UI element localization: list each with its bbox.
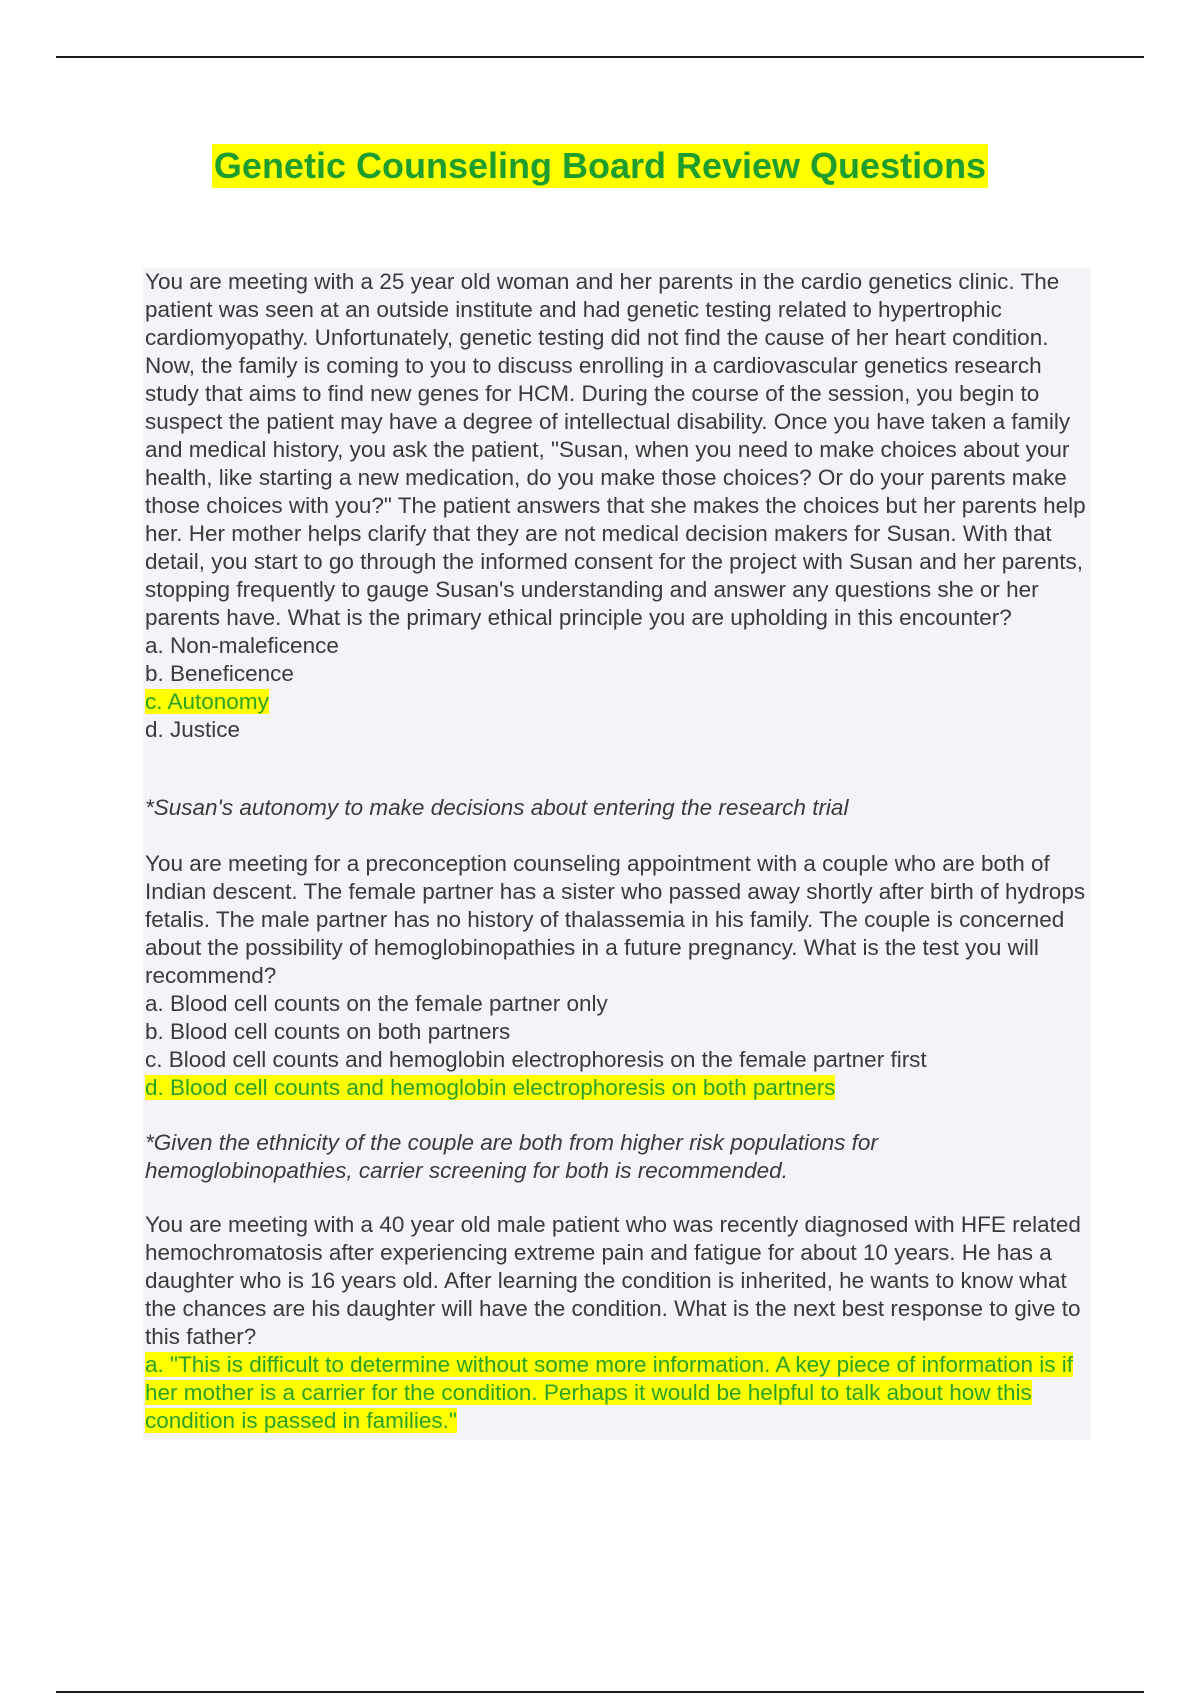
question-stem: You are meeting for a preconception counseling appointment with a couple who are both of Indian descent. The female partner has a sister who passed away shortly after birth of hydrops fetalis. The male partner has no history of thalassemia in his family. The couple is concerned about the possibility of hemoglobinopathies in a future pregnancy. What is the test you will recommend?: [145, 851, 1086, 988]
questions-area: [143, 268, 1091, 1440]
question-1-rationale: *Susan's autonomy to make decisions about entering the research trial: [145, 795, 849, 820]
title-wrap: [0, 144, 1200, 188]
correct-answer-option: a. "This is difficult to determine without some more information. A key piece of information is if her mother is a carrier for the condition. Perhaps it would be helpful to talk about how this condition is passed in families.": [145, 1352, 1073, 1433]
correct-answer-option: c. Autonomy: [145, 689, 269, 714]
top-rule: [56, 56, 1144, 58]
question-stem: You are meeting with a 25 year old woman and her parents in the cardio genetics clinic. The patient was seen at an outside institute and had genetic testing related to hypertrophic cardiomyopathy. Unfortunately, genetic testing did not find the cause of her heart condition. Now, the family is coming to you to discuss enrolling in a cardiovascular genetics research study that aims to find new genes for HCM. During the course of the session, you begin to suspect the patient may have a degree of intellectual disability. Once you have taken a family and medical history, you ask the patient, "Susan, when you need to make choices about your health, like starting a new medication, do you make those choices? Or do your parents make those choices with you?" The patient answers that she makes the choices but her parents help her. Her mother helps clarify that they are not medical decision makers for Susan. With that detail, you start to go through the informed consent for the project with Susan and her parents, stopping frequently to gauge Susan's understanding and answer any questions she or her parents have. What is the primary ethical principle you are upholding in this encounter?: [145, 269, 1086, 630]
page-title: Genetic Counseling Board Review Questions: [213, 145, 987, 186]
question-2: [145, 850, 1089, 1102]
answer-option: b. Beneficence: [145, 661, 294, 686]
answer-option: a. Blood cell counts on the female partner only: [145, 991, 608, 1016]
correct-answer-option: d. Blood cell counts and hemoglobin electrophoresis on both partners: [145, 1075, 836, 1100]
answer-option: d. Justice: [145, 717, 241, 742]
question-2-rationale: *Given the ethnicity of the couple are both from higher risk populations for hemoglobinopathies, carrier screening for both is recommended.: [145, 1130, 878, 1183]
answer-option: a. Non-maleficence: [145, 633, 339, 658]
question-1: [145, 268, 1089, 744]
answer-option: b. Blood cell counts on both partners: [145, 1019, 511, 1044]
question-3: [145, 1211, 1089, 1435]
bottom-rule: [56, 1691, 1144, 1693]
answer-option: c. Blood cell counts and hemoglobin electrophoresis on the female partner first: [145, 1047, 927, 1072]
question-stem: You are meeting with a 40 year old male patient who was recently diagnosed with HFE related hemochromatosis after experiencing extreme pain and fatigue for about 10 years. He has a daughter who is 16 years old. After learning the condition is inherited, he wants to know what the chances are his daughter will have the condition. What is the next best response to give to this father?: [145, 1212, 1081, 1349]
